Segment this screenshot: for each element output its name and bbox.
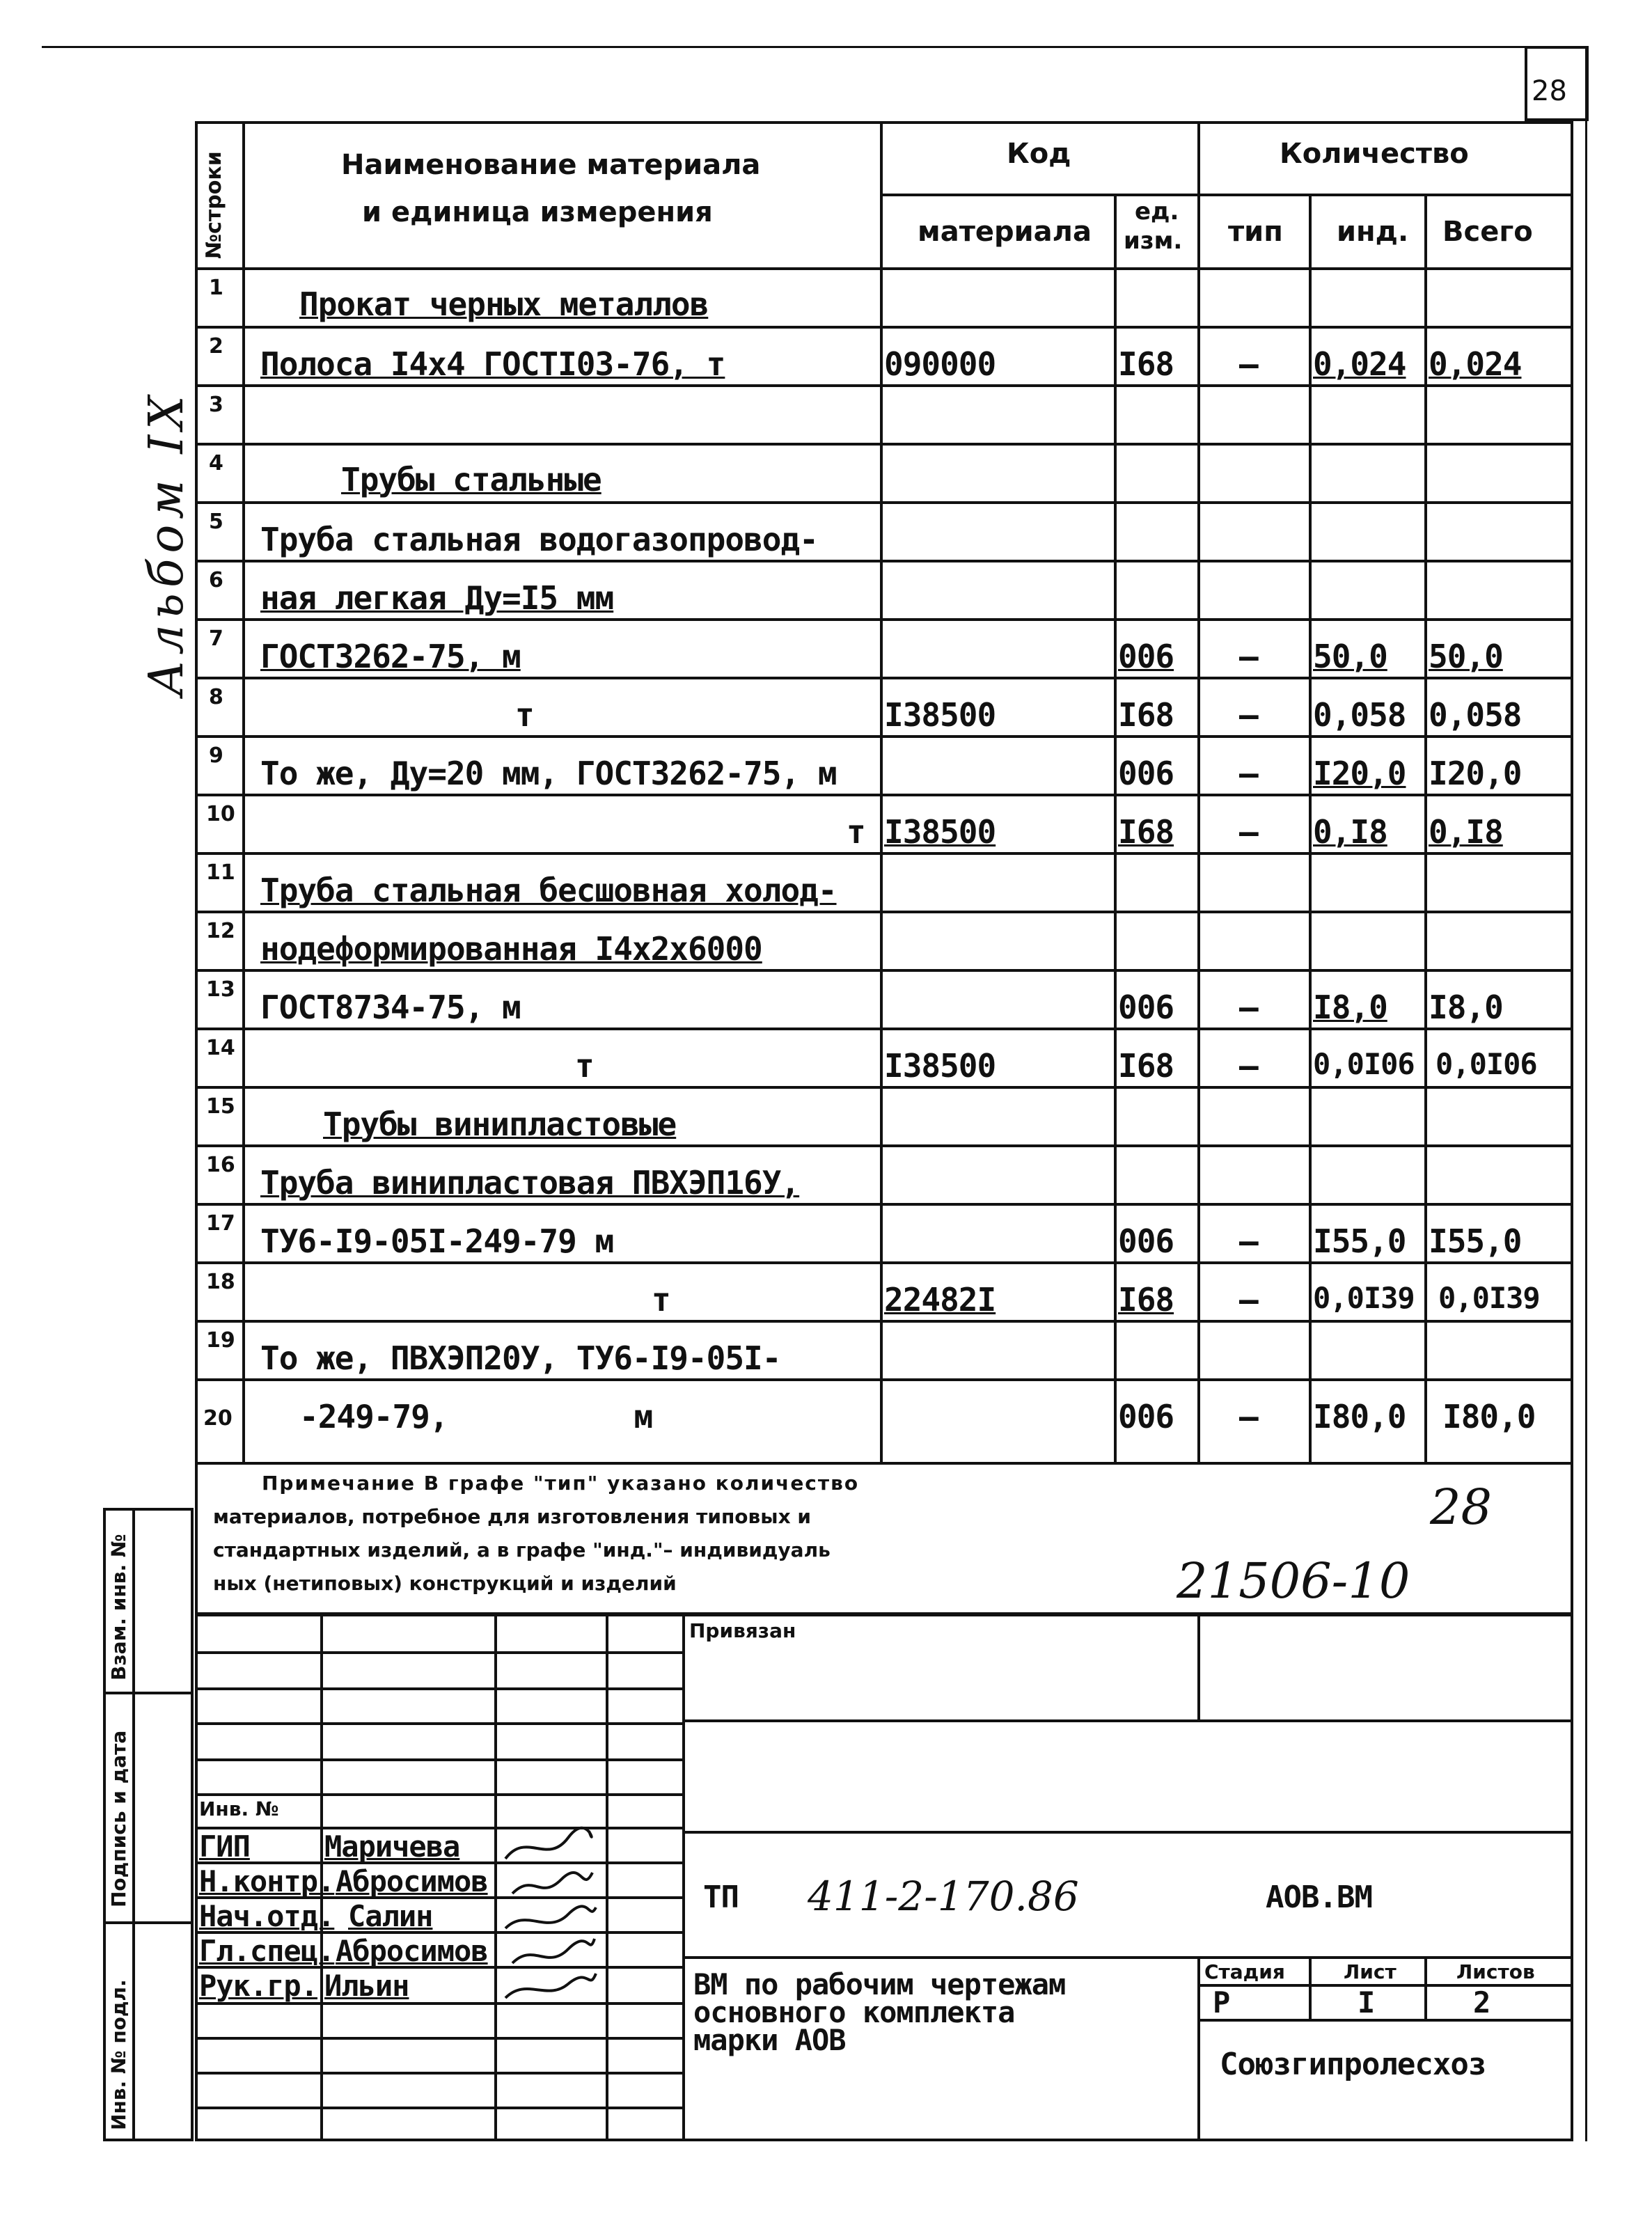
row-ind: 0,0I39 (1313, 1281, 1415, 1315)
staff-name: Абросимов (336, 1864, 488, 1898)
row-total: I80,0 (1442, 1398, 1536, 1435)
label-vzam-inv: Взам. инв. № (107, 1534, 130, 1680)
row-number: 19 (206, 1328, 235, 1353)
row-unit: I68 (1118, 1047, 1174, 1085)
row-number: 6 (209, 568, 223, 592)
project-mark: АОВ.ВМ (1266, 1880, 1372, 1915)
note-line-1: Примечание В графе "тип" указано количество (262, 1472, 860, 1495)
note-hand-code: 21506-10 (1177, 1552, 1410, 1609)
header-code: Код (1007, 138, 1071, 170)
header-qty-ind: инд. (1337, 216, 1409, 248)
header-name-line2: и единица измерения (362, 196, 713, 228)
header-quantity: Количество (1280, 138, 1469, 170)
row-unit: 006 (1118, 638, 1174, 675)
row-unit: 006 (1118, 755, 1174, 792)
organization: Союзгипролесхоз (1220, 2047, 1486, 2082)
row-name: т (652, 1281, 670, 1318)
row-unit: I68 (1118, 813, 1174, 851)
row-total: 0,0I39 (1438, 1281, 1540, 1315)
row-total: 0,058 (1429, 696, 1522, 734)
staff-role: Гл.спец. (199, 1934, 335, 1968)
header-qty-total: Всего (1442, 216, 1533, 248)
row-number: 14 (206, 1036, 235, 1060)
project-prefix: ТП (703, 1880, 739, 1915)
row-ind: 50,0 (1313, 638, 1387, 675)
row-number: 12 (206, 919, 235, 943)
row-number: 13 (206, 977, 235, 1002)
row-material: 22482I (884, 1281, 996, 1318)
row-name: Прокат черных металлов (299, 285, 709, 323)
row-name: Полоса I4х4 ГОСТI03-76, т (260, 345, 725, 383)
row-unit: I68 (1118, 1281, 1174, 1318)
row-number: 15 (206, 1094, 235, 1119)
row-number: 5 (209, 510, 223, 534)
header-code-unit-1: ед. (1135, 198, 1179, 226)
row-ind: 0,0I06 (1313, 1047, 1415, 1081)
row-number: 16 (206, 1153, 235, 1177)
staff-role: Н.контр. (199, 1864, 335, 1898)
row-name: Труба стальная бесшовная холод- (260, 872, 837, 909)
header-code-material: материала (918, 216, 1092, 248)
row-total: I20,0 (1429, 755, 1522, 792)
row-unit: I68 (1118, 696, 1174, 734)
row-type: – (1239, 1398, 1258, 1435)
row-type: – (1239, 1047, 1258, 1085)
row-name: Трубы стальные (341, 461, 601, 498)
row-ind: 0,I8 (1313, 813, 1387, 851)
row-number: 2 (209, 334, 223, 359)
header-code-unit-2: изм. (1124, 227, 1183, 255)
row-name: т (575, 1047, 594, 1085)
staff-name: Ильин (324, 1969, 409, 2003)
row-name: т (515, 696, 534, 734)
note-line-4: ных (нетиповых) конструкций и изделий (213, 1572, 677, 1595)
row-unit: 006 (1118, 1398, 1174, 1435)
row-name: Труба винипластовая ПВХЭП16У, (260, 1164, 800, 1202)
row-name: нодеформированная I4х2х6000 (260, 930, 762, 968)
sheet-label: Лист (1344, 1960, 1397, 1983)
row-number: 8 (209, 685, 223, 709)
row-number: 11 (206, 860, 235, 885)
row-name: т (847, 813, 865, 851)
header-qty-type: тип (1228, 216, 1283, 248)
row-type: – (1239, 345, 1258, 383)
row-name: То же, ПВХЭП20У, ТУ6-I9-05I- (260, 1339, 781, 1377)
note-line-2: материалов, потребное для изготовления типовых и (213, 1505, 811, 1528)
row-name: ТУ6-I9-05I-249-79 м (260, 1222, 614, 1260)
row-type: – (1239, 696, 1258, 734)
row-ind: 0,024 (1313, 345, 1406, 383)
row-number: 18 (206, 1270, 235, 1294)
row-name: Трубы винипластовые (323, 1105, 677, 1143)
row-unit: 006 (1118, 989, 1174, 1026)
row-number: 4 (209, 451, 223, 475)
project-code: 411-2-170.86 (808, 1873, 1079, 1920)
row-number: 20 (203, 1406, 233, 1431)
row-type: – (1239, 755, 1258, 792)
row-name: ная легкая Ду=I5 мм (260, 579, 614, 617)
row-ind: 0,058 (1313, 696, 1406, 734)
label-podpis-data: Подпись и дата (107, 1730, 130, 1907)
inv-no-label: Инв. № (199, 1797, 279, 1820)
staff-name: Салин (348, 1899, 433, 1933)
description-line-2: основного комплекта (693, 1995, 1015, 2029)
signature-marks (498, 1824, 603, 2005)
row-total: I8,0 (1429, 989, 1503, 1026)
label-inv-podl: Инв. № подл. (107, 1979, 130, 2130)
row-name: Труба стальная водогазопровод- (260, 521, 818, 558)
staff-name: Маричева (324, 1829, 460, 1864)
staff-role: ГИП (199, 1829, 250, 1864)
row-number: 3 (209, 393, 223, 417)
row-material: 090000 (884, 345, 996, 383)
row-number: 7 (209, 627, 223, 651)
note-hand-page: 28 (1430, 1479, 1493, 1536)
row-number: 9 (209, 743, 223, 768)
sheet-value: I (1358, 1985, 1375, 2020)
description-line-3: марки АОВ (693, 2023, 846, 2057)
row-ind: I20,0 (1313, 755, 1406, 792)
description-line-1: ВМ по рабочим чертежам (693, 1967, 1066, 2001)
row-total: I55,0 (1429, 1222, 1522, 1260)
row-number: 10 (206, 802, 235, 826)
row-number: 17 (206, 1211, 235, 1236)
row-type: – (1239, 813, 1258, 851)
stage-value: Р (1213, 1985, 1230, 2020)
privyazan-label: Привязан (689, 1619, 796, 1642)
album-label: Альбом IX (139, 390, 194, 696)
row-material: I38500 (884, 813, 996, 851)
note-line-3: стандартных изделий, а в графе "инд."– индивидуаль (213, 1538, 831, 1561)
header-row-number: №строки (202, 151, 226, 259)
row-total: 50,0 (1429, 638, 1503, 675)
row-ind: I8,0 (1313, 989, 1387, 1026)
row-type: – (1239, 1222, 1258, 1260)
row-name: То же, Ду=20 мм, ГОСТ3262-75, м (260, 755, 837, 792)
row-total: 0,024 (1429, 345, 1522, 383)
sheets-value: 2 (1473, 1985, 1490, 2020)
row-material: I38500 (884, 1047, 996, 1085)
row-name: ГОСТ3262-75, м (260, 638, 521, 675)
row-type: – (1239, 989, 1258, 1026)
row-type: – (1239, 1281, 1258, 1318)
row-type: – (1239, 638, 1258, 675)
row-total: 0,0I06 (1435, 1047, 1537, 1081)
row-ind: I55,0 (1313, 1222, 1406, 1260)
row-total: 0,I8 (1429, 813, 1503, 851)
row-name: ГОСТ8734-75, м (260, 989, 521, 1026)
sheet-number: 28 (1532, 75, 1567, 107)
stage-label: Стадия (1204, 1960, 1285, 1983)
row-unit: 006 (1118, 1222, 1174, 1260)
row-name: -249-79, м (299, 1398, 653, 1435)
row-number: 1 (209, 276, 223, 300)
staff-name: Абросимов (336, 1934, 488, 1968)
row-material: I38500 (884, 696, 996, 734)
staff-role: Нач.отд. (199, 1899, 335, 1933)
staff-role: Рук.гр. (199, 1969, 318, 2003)
header-name-line1: Наименование материала (341, 149, 761, 181)
row-unit: I68 (1118, 345, 1174, 383)
sheets-label: Листов (1456, 1960, 1535, 1983)
row-ind: I80,0 (1313, 1398, 1406, 1435)
